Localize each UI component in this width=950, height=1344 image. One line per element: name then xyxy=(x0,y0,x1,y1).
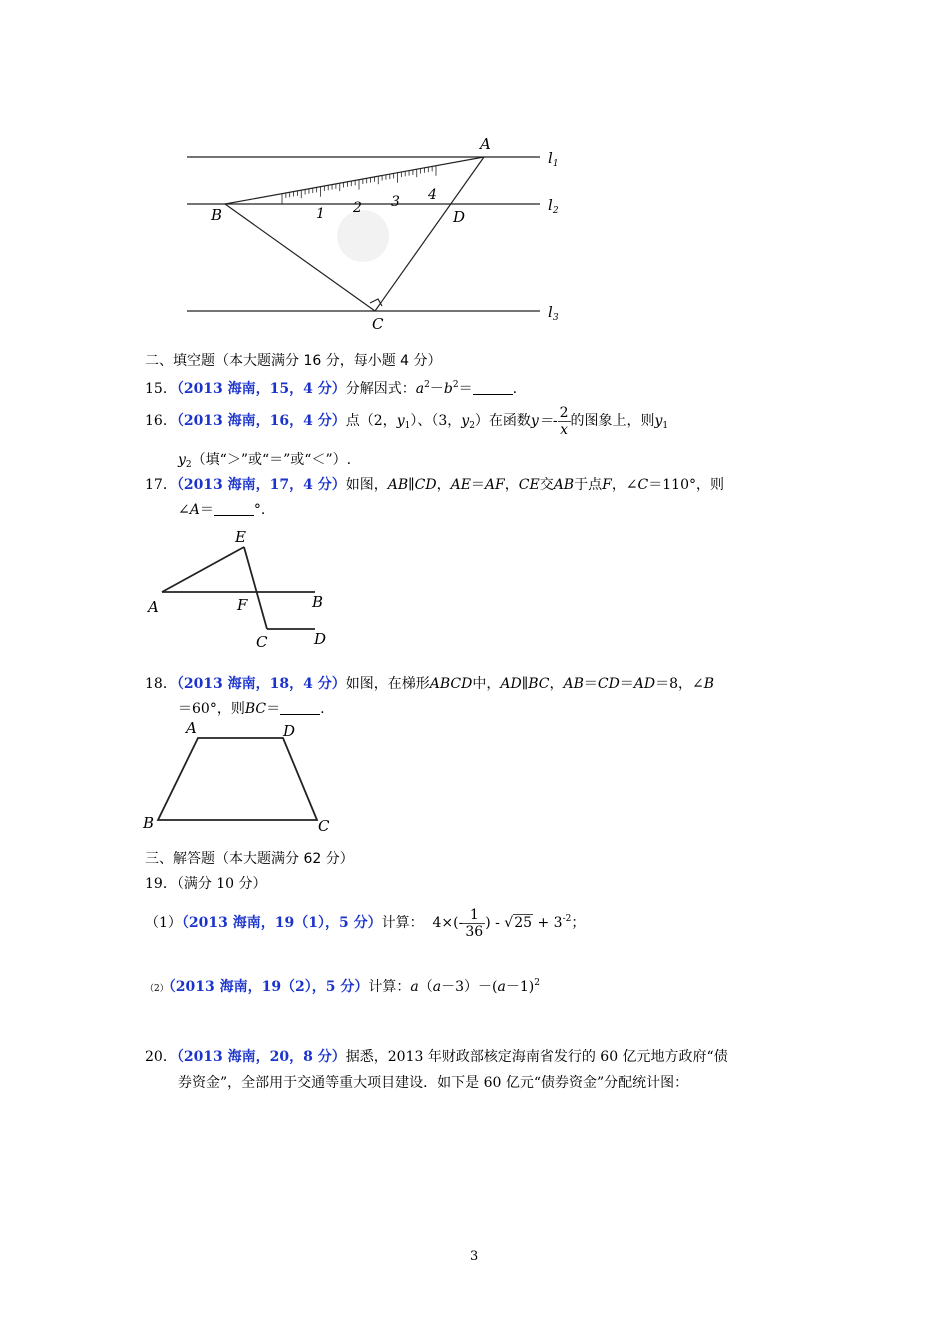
fraction-1-over-36: $\frac{1}{36}$ xyxy=(465,906,484,940)
answer-blank xyxy=(473,380,513,395)
figure-18 xyxy=(140,718,340,838)
label-d: D xyxy=(283,722,296,740)
question-20: 20．（2013 海南，20，8 分）据悉，2013 年财政部核定海南省发行的 60 亿元地方政府“债 xyxy=(145,1049,728,1065)
label-l2: $l_2$ xyxy=(548,196,559,216)
label-d: D xyxy=(453,208,466,226)
question-19: 19．（满分 10 分） xyxy=(145,876,267,892)
label-b: B xyxy=(143,814,155,832)
label-a: A xyxy=(148,598,159,616)
label-f: F xyxy=(237,596,248,614)
label-a: A xyxy=(480,135,491,153)
question-18-line2: ＝60°，则BC＝ . xyxy=(178,701,325,717)
right-angle-mark xyxy=(370,299,382,306)
label-e: E xyxy=(235,528,246,546)
page-number: 3 xyxy=(470,1249,479,1264)
answer-blank xyxy=(280,700,320,715)
figure-parallel-lines xyxy=(0,0,950,345)
ruler-label-2: 2 xyxy=(353,200,362,216)
label-b: B xyxy=(312,593,324,611)
question-16-line2: $y_2$（填“＞”或“＝”或“＜”）. xyxy=(178,452,352,470)
question-16: 16．（2013 海南，16，4 分）点（2，$y_1$）、（3，$y_2$）在函数y＝- $\frac{2}{x}$ 的图象上，则$y_1$ xyxy=(145,404,669,438)
question-17-line2: ∠A＝ °. xyxy=(178,502,266,518)
question-20-line2: 券资金”，全部用于交通等重大项目建设．如下是 60 亿元“债券资金”分配统计图： xyxy=(178,1075,689,1091)
question-19-part1: （1）（2013 海南，19（1），5 分）计算： 4×(- $\frac{1}{36}$ ) - $√25 + 3^{-2}$； xyxy=(145,906,586,940)
answer-blank xyxy=(214,501,254,516)
label-c: C xyxy=(256,633,268,651)
fraction-2-over-x: $\frac{2}{x}$ xyxy=(559,404,569,438)
label-d: D xyxy=(314,630,327,648)
question-19-part2: （2）（2013 海南，19（2），5 分）计算：$a(a-3)-(a-1)^2$ xyxy=(145,978,540,995)
label-l3: $l_3$ xyxy=(548,303,559,323)
question-18: 18．（2013 海南，18，4 分）如图，在梯形ABCD中，AD∥BC，AB＝CD＝AD＝8，∠B xyxy=(145,676,715,692)
ruler-ticks xyxy=(282,166,436,204)
label-l1: $l_1$ xyxy=(548,149,559,169)
ruler-label-1: 1 xyxy=(316,206,325,222)
label-c: C xyxy=(372,315,384,333)
ruler-label-4: 4 xyxy=(428,187,437,203)
segment-ab xyxy=(225,157,484,204)
segment-ac xyxy=(375,157,484,311)
question-15: 15．（2013 海南，15，4 分）分解因式：$a^2-b^2=$ . xyxy=(145,380,518,397)
section2-title: 二、填空题（本大题满分 16 分，每小题 4 分） xyxy=(145,353,442,369)
label-c: C xyxy=(318,817,330,835)
label-b: B xyxy=(211,206,223,224)
question-17: 17．（2013 海南，17，4 分）如图，AB∥CD，AE＝AF，CE交AB于点F，∠C＝110°，则 xyxy=(145,477,724,493)
label-a: A xyxy=(186,719,197,737)
faint-circle xyxy=(337,210,389,262)
ruler-label-3: 3 xyxy=(391,194,400,210)
section3-title: 三、解答题（本大题满分 62 分） xyxy=(145,851,354,867)
figure-17 xyxy=(140,522,340,652)
